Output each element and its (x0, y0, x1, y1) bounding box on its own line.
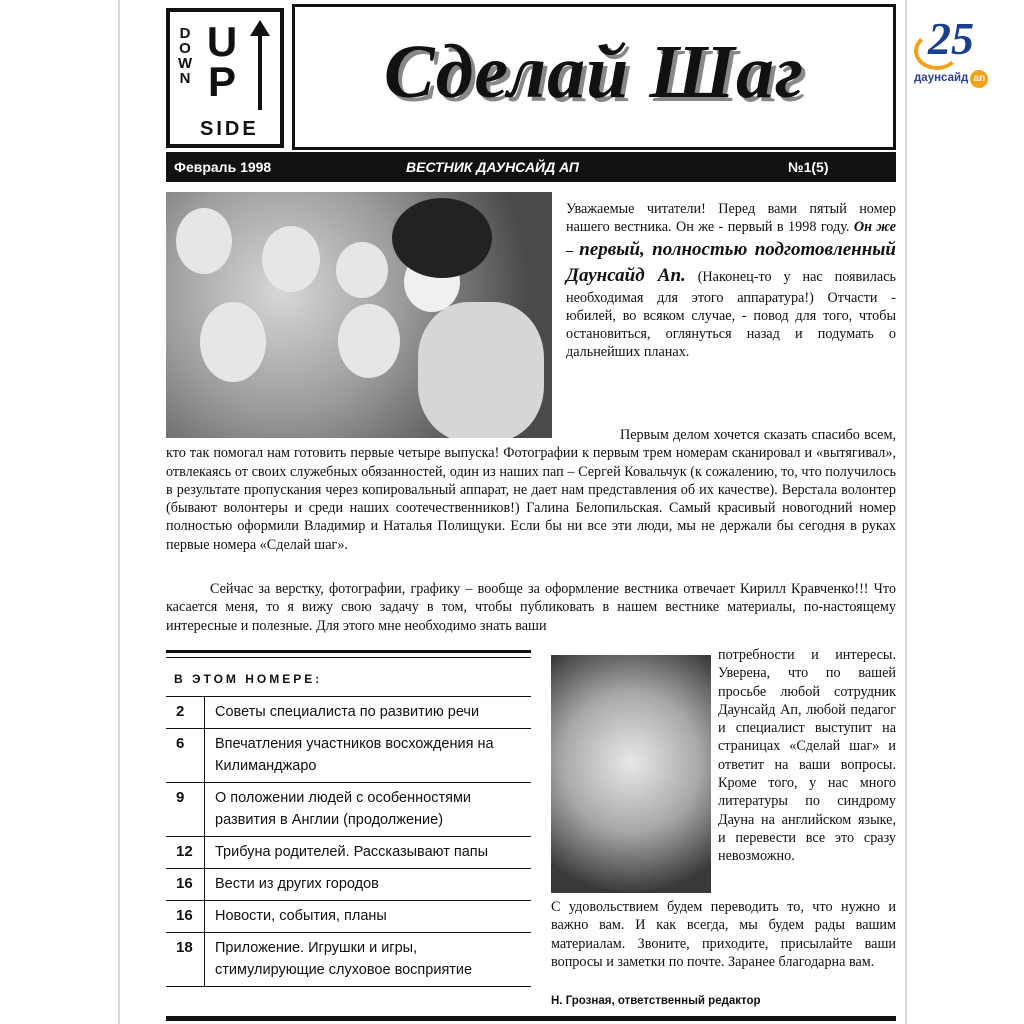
toc-title: О положении людей с особенностями развития в Англии (продолжение) (204, 783, 531, 836)
intro-emph-small: Он же – (566, 219, 897, 259)
logo-side: SIDE (200, 118, 259, 140)
group-photo (166, 192, 552, 438)
toc-row (166, 901, 531, 933)
toc-page: 2 (176, 703, 185, 720)
anniversary-number: 25 (928, 13, 974, 64)
toc-page: 9 (176, 789, 185, 806)
intro-p1: Уважаемые читатели! Перед вами пятый номер нашего вестника. Он же - первый в 1998 году. (566, 201, 896, 236)
page-edge-left (118, 0, 120, 1024)
downside-up-logo (166, 8, 284, 148)
logo-letter: U (206, 18, 238, 65)
toc-header: В ЭТОМ НОМЕРЕ: (166, 657, 531, 697)
editor-signature: Н. Грозная, ответственный редактор (551, 995, 761, 1007)
toc-title: Трибуна родителей. Рассказывают папы (204, 837, 531, 868)
body-paragraph-3: потребности и интересы. Уверена, что по вашей просьбе любой сотрудник Даунсайд Ап, любой педагог и специалист выступит на страницах «Сделай шаг» и ответит на ваши вопросы. Кроме того, у нас много литературы по синдрому Дауна на английском языке, и перевести все это сразу невозможно. (718, 647, 896, 865)
toc-page: 12 (176, 843, 193, 860)
toc-title: Вести из других городов (204, 869, 531, 900)
photo-face (262, 226, 320, 292)
brand-ap-badge: ап (970, 70, 988, 88)
page-edge-right (905, 0, 907, 1024)
body-paragraph-4: С удовольствием будем переводить то, что нужно и важно вам. И как всегда, мы будем рады вашим материалам. Звоните, приходите, присылайте ваши вопросы и заметки по почте. Заранее благодарна вам. (551, 899, 896, 970)
toc-page: 18 (176, 939, 193, 956)
toc-title: Новости, события, планы (204, 901, 531, 932)
issue-bar (166, 152, 896, 182)
logo-letter: O (179, 40, 191, 57)
photo-face (338, 304, 400, 378)
toc-row (166, 837, 531, 869)
logo-up-letters (202, 18, 242, 105)
logo-down-letters (178, 26, 192, 86)
intro-emph-big: первый, полностью подготовленный Даунсайд Ап. (566, 238, 897, 286)
toc-row (166, 697, 531, 729)
toc-title: Приложение. Игрушки и игры, стимулирующие слуховое восприятие (204, 933, 531, 986)
toc-box (166, 650, 531, 987)
brand-name: даунсайд (914, 72, 969, 84)
toc-row (166, 869, 531, 901)
toc-page: 16 (176, 907, 193, 924)
toc-page: 16 (176, 875, 193, 892)
masthead (292, 4, 896, 150)
issue-number: №1(5) (788, 159, 829, 175)
toc-top-rule (166, 650, 531, 653)
toc-title: Впечатления участников восхождения на Килиманджаро (204, 729, 531, 782)
brand-word (914, 70, 988, 88)
toc-row (166, 729, 531, 783)
intro-p2: (Наконец-то у нас появилась необходимая для этого аппаратура!) Отчасти - юбилей, во всяком случае, - повод для того, чтобы остановиться, оглянуться назад и подумать о дальнейших планах. (566, 268, 896, 361)
toc-title: Советы специалиста по развитию речи (204, 697, 531, 728)
issue-date: Февраль 1998 (174, 159, 272, 175)
up-arrow-shaft (258, 24, 262, 110)
photo-face (176, 208, 232, 274)
photo-face (200, 302, 266, 382)
body-paragraph-2: Сейчас за верстку, фотографии, графику – вообще за оформление вестника отвечает Кирилл Кравченко!!! Что касается меня, то я вижу свою задачу в том, чтобы публиковать в нашем вестнике материалы, по-настоящему интересные и полезные. Для этого мне необходимо знать ваши (166, 581, 896, 634)
logo-letter: D (179, 25, 191, 42)
body-paragraph-1: Первым делом хочется сказать спасибо всем, кто так помогал нам готовить первые четыре выпуска! Фотографии к первым трем номерам сканировал и «вытягивал», отвлекаясь от своих служебных обязанностей, один из наших пап – Сергей Ковальчук (к сожалению, то, что получилось в результате пропускания через копировальный аппарат, не дает нам представления об их качестве). Верстала волонтер (бывают волонтеры и среди наших соотечественников!) Галина Белопильская. Самый красивый новогодний номер полностью оформили Владимир и Наталья Полищуки. Если бы ни все эти люди, мы не держали бы сегодня в руках первые номера «Сделай шаг». (166, 427, 896, 553)
logo-letter: W (178, 55, 193, 72)
child-photo (551, 655, 711, 893)
anniversary-logo (912, 12, 1012, 92)
logo-letter: P (207, 58, 236, 105)
photo-sweater (418, 302, 544, 438)
toc-row (166, 783, 531, 837)
photo-face (336, 242, 388, 298)
masthead-title: Сделай Шаг (383, 30, 805, 114)
logo-letter: N (179, 70, 191, 87)
photo-hair (392, 198, 492, 278)
bottom-rule (166, 1016, 896, 1021)
toc-page: 6 (176, 735, 185, 752)
intro-text (566, 200, 896, 362)
toc-row (166, 933, 531, 987)
issue-subtitle: ВЕСТНИК ДАУНСАЙД АП (406, 159, 579, 175)
